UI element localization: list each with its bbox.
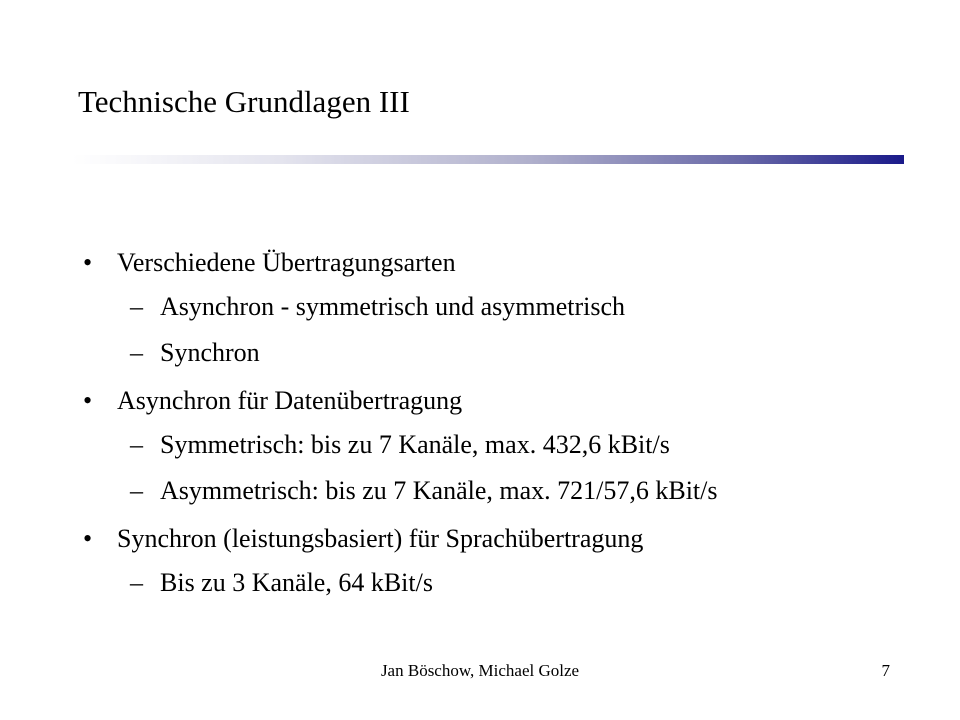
dash-marker: – (130, 476, 143, 505)
bullet-marker: • (83, 248, 93, 277)
bullet-text: Verschiedene Übertragungsarten (117, 248, 456, 277)
bullet-text: Asynchron für Datenübertragung (117, 386, 463, 415)
bullet-text: Asymmetrisch: bis zu 7 Kanäle, max. 721/57,6 kBit/s (160, 476, 718, 505)
page-number: 7 (881, 661, 890, 680)
bullet-text: Synchron (160, 338, 260, 367)
dash-marker: – (130, 338, 143, 367)
bullet-marker: • (83, 524, 93, 553)
dash-marker: – (130, 430, 143, 459)
footer-authors: Jan Böschow, Michael Golze (380, 661, 580, 680)
dash-marker: – (130, 292, 143, 321)
bullet-text: Synchron (leistungsbasiert) für Sprachübertragung (117, 524, 644, 553)
bullet-marker: • (83, 386, 93, 415)
bullet-text: Asynchron - symmetrisch und asymmetrisch (160, 292, 626, 321)
dash-marker: – (130, 568, 143, 597)
bullet-text: Symmetrisch: bis zu 7 Kanäle, max. 432,6 kBit/s (160, 430, 670, 459)
bullet-text: Bis zu 3 Kanäle, 64 kBit/s (160, 568, 433, 597)
slide-title: Technische Grundlagen III (78, 84, 410, 119)
